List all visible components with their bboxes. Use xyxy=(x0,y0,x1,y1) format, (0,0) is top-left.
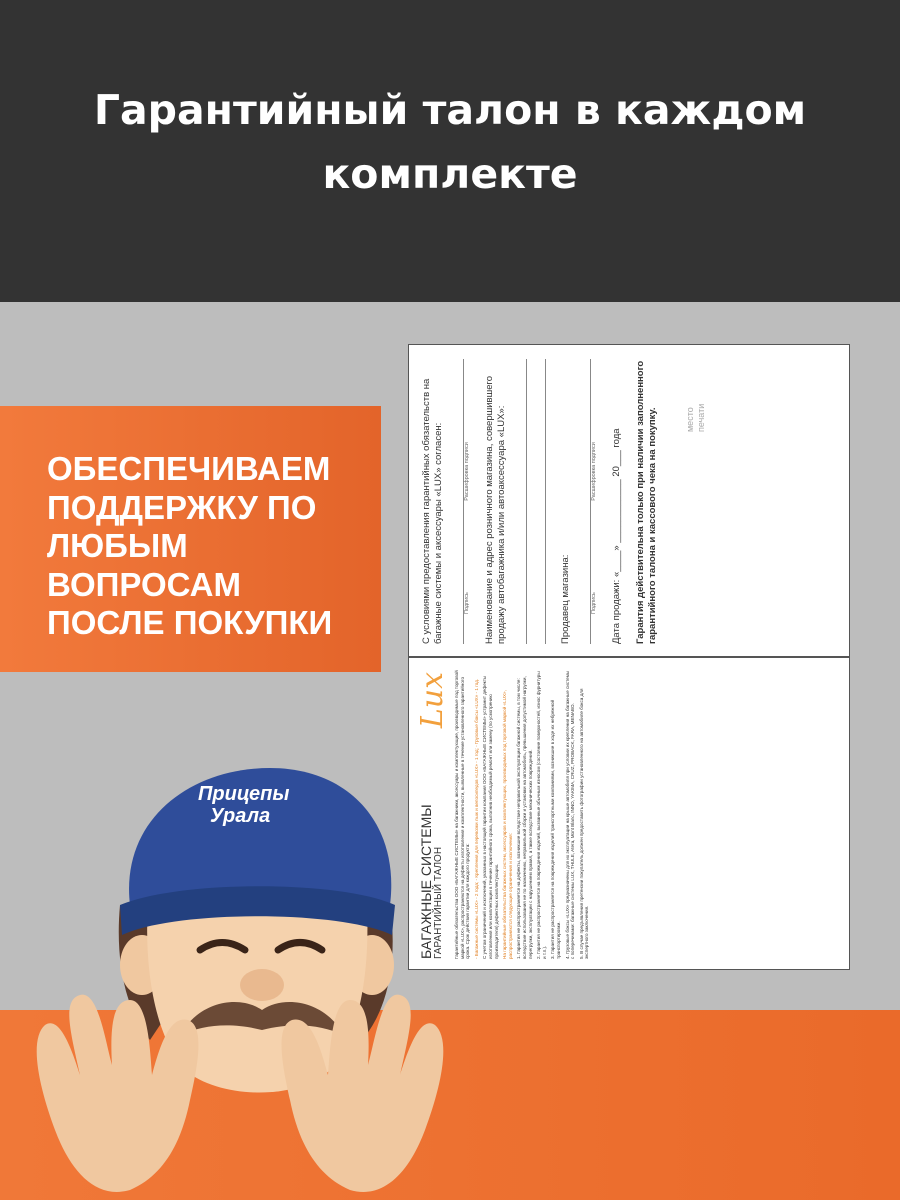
warranty-page-1 xyxy=(408,344,850,657)
warranty-para-1: Гарантийные обязательства ООО «БАГАЖНЫЕ СИСТЕМЫ» на багажники, аксессуары и комплектующие, производимые под торговой маркой «LUX», распространяются на дефекты изготовления и комплектности, выявленные в течение установленного гарантийного срока. Срок действия гарантии для каждого продукта: xyxy=(454,670,471,959)
warranty-para-8: 4. Грузовые боксы «LUX» предназначены для их эксплуатации на крыше автомобиля при условии их крепления на багажные системы с поперечинами: багажные системы LUX, THULE, Atera, Mont Blanc, INNO, YAKIMA, CRUZ, PROBACK, FARA, MENABO. xyxy=(564,670,576,959)
warranty-para-6: 2. Гарантия не распространяется на повреждения изделий, вызванные обычным износом (состояние поверхностей, износ фурнитуры и т.п.). xyxy=(536,671,547,959)
seller-label: Продавец магазина: xyxy=(560,554,571,644)
support-banner-text: ОБЕСПЕЧИВАЕМ ПОДДЕРЖКУ ПО ЛЮБЫМ ВОПРОСАМ ПОСЛЕ ПОКУПКИ xyxy=(47,450,333,641)
warranty-para-9: 5. В случае предъявления претензии покупатель должен предоставить фотографии установленного на автомобиле бокса для экспертного заключения. xyxy=(578,688,590,959)
store-info-label: Наименование и адрес розничного магазина, совершившего продажу автобагажника и/или автоаксессуара «LUX»: xyxy=(484,375,507,644)
warranty-para-2: - Багажные системы «LUX» - 2 года; - Крепления для перевозки лыж и велосипедов «LUX» - 1 год; - Грузовые боксы «LUX» - 1 год. xyxy=(473,678,479,959)
seller-decryption-label: Расшифровка подписи xyxy=(591,442,597,501)
stamp-place xyxy=(685,404,707,432)
seller-line xyxy=(580,359,591,644)
agreement-text: С условиями предоставления гарантийных обязательств на багажные системы и аксессуары «LUX» согласен: xyxy=(421,378,444,644)
validity-note: Гарантия действительна только при наличии заполненного гарантийного талона и кассового чека на покупку. xyxy=(635,360,658,644)
warranty-para-7: 3. Гарантия не распространяется на повреждения изделий транспортными компаниями, возникшие в ходе их небрежной транспортировки. xyxy=(550,699,561,959)
warranty-para-3: С учетом ограничений и исключений, указанных в настоящей гарантии компания ООО «БАГАЖНЫЕ СИСТЕМЫ» устранит дефекты изготовления или комплектации в течение гарантийного срока, выполнив необходимый ремонт или замену (по усмотрению производителя) дефектных комплектующих. xyxy=(482,675,499,959)
stamp-line-2: печати xyxy=(696,403,706,432)
mascot-illustration-icon xyxy=(0,740,480,1200)
header-panel xyxy=(0,0,900,302)
cap-text-line-1: Прицепы xyxy=(198,783,290,805)
warranty-para-4: На гарантийные обязательства багажных систем, аксессуаров и комплектующих, производимых под торговой маркой «LUX», распространяются следующие ограничения и исключения: xyxy=(502,690,513,959)
store-info-line-2 xyxy=(535,359,546,644)
seller-signature-label: Подпись xyxy=(591,592,597,614)
decryption-label: Расшифровка подписи xyxy=(464,442,470,501)
sale-date-label: Дата продажи: «____» ____________ 20___ года xyxy=(611,428,622,644)
stamp-line-1: место xyxy=(685,407,695,432)
cap-text-line-2: Урала xyxy=(210,805,271,827)
page-title: Гарантийный талон в каждом комплекте xyxy=(93,86,807,198)
warranty-heading-1: БАГАЖНЫЕ СИСТЕМЫ xyxy=(418,804,434,959)
store-info-line-1 xyxy=(516,359,527,644)
lux-logo-icon: Lux xyxy=(415,672,450,729)
warranty-para-5: 1. Гарантия не распространяется на дефекты, возникшие вследствие неправильной эксплуатации багажной системы, в том числе: вследствие использования не по назначению, неправильной сборки и установки на автомобиль, превышения допустимой нагрузки, перегрузки, эксплуатации с нарушением правил, а также вследствие механических повреждений. xyxy=(516,676,533,959)
warranty-page-1-content xyxy=(409,345,850,657)
signature-label: Подпись xyxy=(464,592,470,614)
warranty-heading-2: ГАРАНТИЙНЫЙ ТАЛОН xyxy=(433,846,444,959)
support-banner xyxy=(0,406,381,672)
signature-line xyxy=(453,359,464,644)
